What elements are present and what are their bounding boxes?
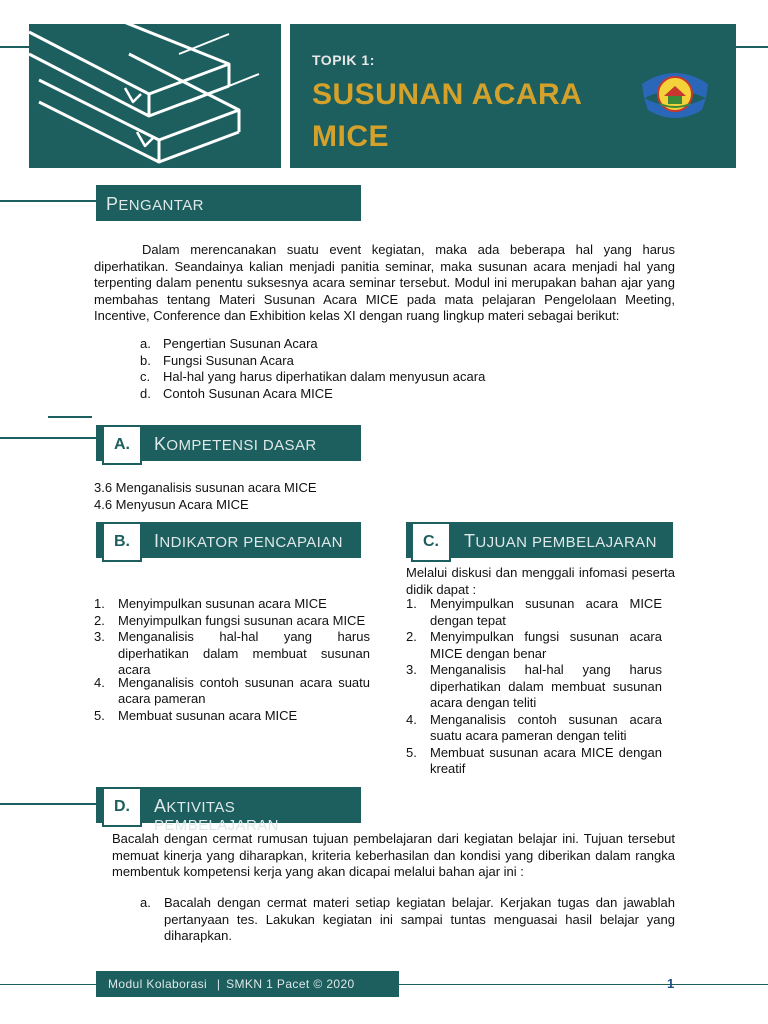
section-letter-a: A.: [102, 425, 142, 465]
kompetensi-rule: [48, 416, 92, 418]
section-heading-indikator: INDIKATOR PENCAPAIAN: [96, 522, 361, 558]
list-item: 1. Menyimpulkan susunan acara MICE: [94, 596, 327, 611]
aktivitas-list: [140, 895, 675, 945]
section-heading-aktivitas: AKTIVITAS PEMBELAJARAN: [96, 787, 361, 823]
school-logo-icon: [636, 64, 714, 124]
list-item: b. Fungsi Susunan Acara: [140, 352, 294, 368]
books-icon: [29, 24, 281, 168]
pengantar-list: [140, 336, 660, 402]
list-item: 4.6 Menyusun Acara MICE: [94, 496, 249, 512]
aktivitas-paragraph: Bacalah dengan cermat rumusan tujuan pembelajaran dari kegiatan belajar ini. Tujuan tersebut memuat kinerja yang diharapkan, kriteria keberhasilan dan kondisi yang diberikan dalam rangka membentuk kompetensi kerja yang akan dicapai melalui bahan ajar ini :: [112, 831, 675, 879]
list-item: a. Bacalah dengan cermat materi setiap kegiatan belajar. Kerjakan tugas dan jawablah pertanyaan tes. Lakukan kegiatan ini sampai tuntas menguasai hasil belajar yang diharapkan.: [140, 895, 675, 943]
list-item: 5. Membuat susunan acara MICE dengan kreatif: [406, 744, 662, 776]
header-book-illustration: [29, 24, 281, 168]
pengantar-paragraph: Dalam merencanakan suatu event kegiatan, maka ada beberapa hal yang harus diperhatikan. Seandainya kalian menjadi panitia seminar, maka susunan acara menjadi hal yang terpenting dalam penentu suksesnya acara seminar tersebut. Modul ini merupakan bahan ajar yang membahas tentang Materi Susunan Acara MICE pada mata pelajaran Pengelolaan Meeting, Incentive, Conference dan Exhibition kelas XI dengan ruang lingkup materi sebagai berikut:: [94, 242, 675, 323]
list-item: 2. Menyimpulkan fungsi susunan acara MICE dengan benar: [406, 629, 662, 661]
footer-separator: |: [216, 977, 221, 991]
pengantar-rule: [0, 200, 96, 202]
list-item: 3. Menganalisis hal-hal yang harus diperhatikan dalam membuat susunan acara: [94, 629, 370, 677]
kompetensi-list: [94, 480, 494, 513]
indikator-list: [94, 596, 370, 724]
page-number: 1: [667, 976, 675, 991]
page-title: [312, 74, 582, 158]
aktivitas-rule: [0, 803, 96, 805]
topic-label: TOPIK 1:: [312, 52, 375, 68]
list-item: a. Pengertian Susunan Acara: [140, 336, 318, 351]
list-item: d. Contoh Susunan Acara MICE: [140, 385, 333, 401]
header-title-panel: [290, 24, 736, 168]
footer-module: Modul Kolaborasi: [108, 977, 208, 991]
list-item: 2. Menyimpulkan fungsi susunan acara MICE: [94, 612, 366, 628]
header-rule-right: [736, 46, 768, 48]
title-line-1: SUSUNAN ACARA: [312, 78, 583, 111]
list-item: 5. Membuat susunan acara MICE: [94, 707, 298, 723]
section-letter-b: B.: [102, 522, 142, 562]
list-item: c. Hal-hal yang harus diperhatikan dalam menyusun acara: [140, 369, 486, 384]
list-item: 4. Menganalisis contoh susunan acara suatu acara pameran: [94, 674, 370, 706]
footer-bar: [96, 971, 399, 997]
tujuan-list: [406, 596, 662, 778]
list-item: 3.6 Menganalisis susunan acara MICE: [94, 480, 317, 495]
section-heading-kompetensi: KOMPETENSI DASAR: [96, 425, 361, 461]
section-letter-c: C.: [411, 522, 451, 562]
list-item: 3. Menganalisis hal-hal yang harus diperhatikan dalam membuat susunan acara dengan teliti: [406, 662, 662, 710]
footer-school: SMKN 1 Pacet © 2020: [226, 977, 355, 991]
header-rule-left: [0, 46, 29, 48]
section-heading-pengantar: PENGANTAR: [96, 185, 361, 221]
title-line-2: MICE: [312, 120, 389, 153]
section-heading-tujuan: TUJUAN PEMBELAJARAN: [406, 522, 673, 558]
tujuan-intro: Melalui diskusi dan menggali infomasi peserta didik dapat :: [406, 565, 675, 597]
section-letter-d: D.: [102, 787, 142, 827]
list-item: 4. Menganalisis contoh susunan acara suatu acara pameran dengan teliti: [406, 711, 662, 743]
list-item: 1. Menyimpulkan susunan acara MICE dengan tepat: [406, 596, 662, 628]
kompetensi-rule-2: [0, 437, 96, 439]
